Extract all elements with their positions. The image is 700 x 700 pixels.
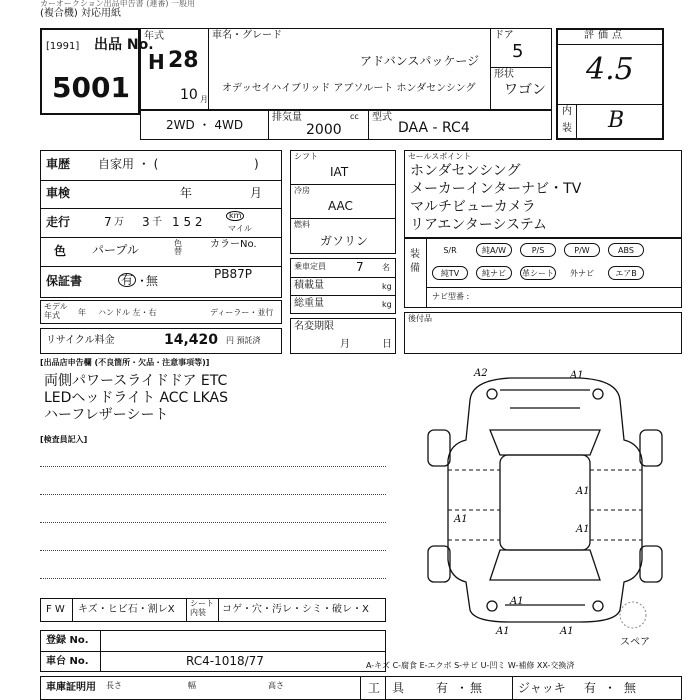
car-damage-diagram [410,360,682,640]
mark-a1-rear: A1 [510,596,524,607]
name-change-label: 名変期限 [294,321,334,332]
capacity-value: 7 [356,260,364,274]
spare-label: スペア [620,637,650,648]
color-code-label: カラーNo. [210,239,257,250]
equip-sr: S/R [443,245,457,255]
chassis-label: 車台 No. [46,656,89,667]
color-value: パープル [92,243,139,257]
load-unit: kg [382,282,392,291]
garage-width: 幅 [188,681,196,690]
warranty-yes: 有 [118,273,136,287]
registration-label: 登録 No. [46,635,89,646]
load-label: 積載量 [294,280,324,291]
grade: アドバンスパッケージ [360,54,480,68]
jack-yes: 有 [584,681,597,695]
sales-points-label: セールスポイント [408,152,472,161]
capacity-label: 乗車定員 [294,262,326,271]
mileage-label: 走行 [46,215,71,229]
damage-legend: A-キズ C-腐食 E-エクボ S-サビ U-凹ミ W-補修 XX-交換済 [366,661,575,670]
lot-label: 出品 No. [94,37,154,53]
equip-airbag: エアB [608,266,644,280]
gross-label: 総重量 [294,298,324,309]
jack-sep: ・ [604,681,617,695]
history-options: 自家用 ・ ( [98,157,159,171]
lot-small-number: [1991] [46,41,80,52]
displacement-unit: cc [350,112,359,121]
inspection-year: 年 [180,186,193,200]
tools-yes: 有 [436,681,449,695]
equip-alloy: 純A/W [476,243,512,257]
dealer-options: ディーラー・並行 [210,308,274,317]
model-code-label: 型式 [372,112,392,123]
equip-navi: 純ナビ [476,266,512,280]
mark-a2: A2 [474,368,488,379]
interior-label-1: 内 [562,106,572,117]
mileage-rest: 1 5 2 [172,215,203,229]
mark-a1-rear-right: A1 [560,626,574,637]
mileage-sen-unit: 千 [152,217,162,228]
navi-model-label: ナビ型番 : [432,292,470,301]
fuel-label: 燃料 [294,220,310,229]
mileage-man: 7 [104,215,112,229]
warranty-sep: ・ [136,274,149,288]
garage-label: 車庫証明用 [46,682,96,693]
equip-ext-navi: 外ナビ [570,268,594,278]
color-repaint-label: 色替 [174,239,182,256]
shape-label: 形状 [494,69,514,80]
gross-unit: kg [382,300,392,309]
seat-label: シート 内装 [190,599,214,617]
ac-value: AAC [328,199,353,213]
declaration-line-1: 両側パワースライドドア ETC [44,373,228,389]
equip-ps: P/S [520,243,556,257]
recycle-label: リサイクル料金 [46,335,115,346]
doors-label: ドア [494,30,514,41]
model-year-label: モデル 年式 [44,302,68,320]
spare-tire-icon [618,600,648,630]
model-code-value: DAA - RC4 [398,120,470,136]
mileage-sen: 3 [142,215,150,229]
year-month: 10 [180,87,198,103]
year-month-unit: 月 [200,95,208,104]
aftermarket-label: 後付品 [408,314,432,323]
name-change-month: 月 [340,339,350,350]
warranty-no: 無 [146,274,159,288]
declaration-line-2: LEDヘッドライト ACC LKAS [44,390,228,406]
year-label: 年式 [144,31,164,42]
mark-a1-rear-left: A1 [496,626,510,637]
fw-label: F W [46,604,65,615]
history-label: 車歴 [46,157,71,171]
sales-point-4: リアエンターシステム [410,217,548,233]
inspection-label: 車検 [46,186,71,200]
declaration-label: [出品店申告欄 (不良箇所・欠品・注意事項等)] [40,358,210,367]
ac-label: 冷房 [294,186,310,195]
fw-items: キズ・ヒビ石・割レX [78,604,175,615]
aftermarket-box [404,312,682,354]
equip-tv: 純TV [432,266,468,280]
interior-label-2: 装 [562,123,572,134]
mark-a1-front: A1 [570,370,584,381]
seat-items: コゲ・穴・汚レ・シミ・破レ・X [222,604,369,615]
equip-pw: P/W [564,243,600,257]
year-value: 28 [168,48,199,73]
sales-point-3: マルチビューカメラ [410,199,536,215]
warranty-label: 保証書 [46,274,83,288]
equipment-label: 装備 [410,249,420,274]
color-label: 色 [54,244,67,258]
fuel-value: ガソリン [320,234,369,248]
mileage-unit-mile: マイル [228,224,252,233]
mileage-unit-km: km [226,211,244,221]
inspector-label: [検査員記入] [40,435,88,444]
model-year-unit: 年 [78,308,86,317]
tools-no: 無 [470,681,483,695]
equip-leather: 革シート [520,266,556,280]
mark-a1-left-door: A1 [454,514,468,525]
model-line: オデッセイハイブリッド アブソルート ホンダセンシング [222,83,476,94]
mark-a1-right-door: A1 [576,486,590,497]
tools-label: 工 具 [368,681,405,695]
equip-abs: ABS [608,243,644,257]
recycle-value: 14,420 [164,332,219,348]
history-close: ) [254,157,259,171]
score-label: 評価点 [584,30,626,41]
garage-length: 長さ [106,681,122,690]
form-type: (複合機) 対応用紙 [40,8,121,19]
mileage-man-unit: 万 [114,217,124,228]
shape-value: ワゴン [504,82,546,98]
color-code: PB87P [214,267,252,281]
sales-point-2: メーカーインターナビ・TV [410,181,582,197]
interior-value: B [608,108,625,133]
doors-value: 5 [512,41,524,62]
jack-no: 無 [624,681,637,695]
sales-point-1: ホンダセンシング [410,163,521,179]
capacity-unit: 名 [382,263,390,272]
mark-a1-right-rear: A1 [576,524,590,535]
displacement-label: 排気量 [272,112,302,123]
year-era: H [148,50,165,74]
handle-options: ハンドル 左・右 [98,308,157,317]
tools-sep: ・ [456,681,469,695]
lot-number: 5001 [52,71,130,104]
name-change-day: 日 [382,339,392,350]
drive-text: 2WD ・ 4WD [166,118,244,132]
header-top-line: カーオークション出品申告書 (連番) 一般用 [40,0,196,8]
declaration-line-3: ハーフレザーシート [44,407,169,423]
chassis-value: RC4-1018/77 [186,654,264,668]
jack-label: ジャッキ [518,681,566,695]
shift-label: シフト [294,152,318,161]
displacement-value: 2000 [306,122,342,138]
inspection-month: 月 [250,186,263,200]
shift-value: IAT [330,165,349,179]
name-label: 車名・グレード [212,30,282,41]
recycle-unit: 円 預託済 [226,336,261,345]
garage-height: 高さ [268,681,284,690]
score-value: 4.5 [586,52,634,87]
